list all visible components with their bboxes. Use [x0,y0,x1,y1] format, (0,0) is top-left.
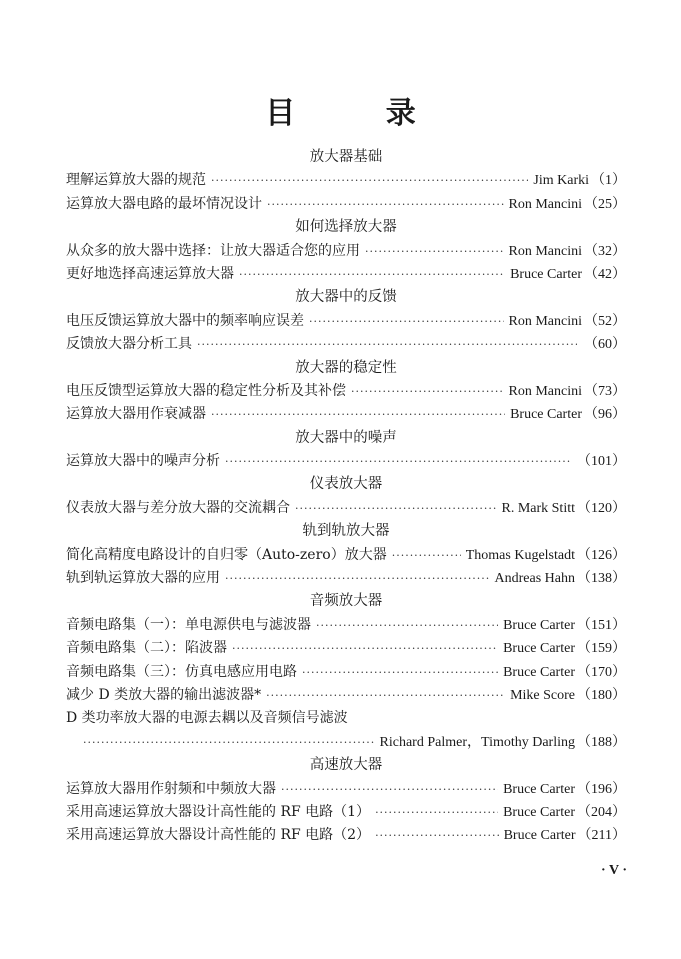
toc-entry[interactable] [66,544,626,567]
toc-entry[interactable] [66,824,626,847]
toc-entry-author: Bruce Carter [503,617,575,633]
toc-entry-title: 运算放大器用作射频和中频放大器 [66,780,276,797]
toc-entry-author: R. Mark Stitt [501,500,575,516]
toc-entry-author: Ron Mancini [508,313,582,329]
toc-entry-title: 采用高速运算放大器设计高性能的 RF 电路（1） [66,803,371,820]
toc-entry-title: 电压反馈运算放大器中的频率响应误差 [66,312,304,329]
toc-entry-page: （126） [577,547,626,563]
toc-dot-leader [375,824,499,847]
toc-entry-page: （196） [577,781,626,797]
toc-entry[interactable] [66,567,626,590]
toc-entry-title-line: D 类功率放大器的电源去耦以及音频信号滤波 [66,710,348,727]
toc-entry-page: （138） [577,571,626,587]
toc-entry-page: （1） [591,173,626,189]
toc-entry[interactable] [66,778,626,801]
toc-entry-page: （120） [577,500,626,516]
toc-dot-leader [365,240,504,263]
toc-entry-page: （32） [584,243,626,259]
toc-entry-author: Bruce Carter [503,664,575,680]
toc-entry-title: 更好地选择高速运算放大器 [66,265,234,282]
toc-dot-leader [302,661,498,684]
toc-entry[interactable] [66,637,626,660]
toc-section-heading: 放大器中的反馈 [295,289,397,306]
toc-entry-title: 音频电路集（三）：仿真电感应用电路 [66,663,297,680]
toc-dot-leader [197,333,577,356]
toc-entry[interactable] [66,240,626,263]
toc-entry-page: （101） [577,454,626,470]
toc-entry-title: 电压反馈型运算放大器的稳定性分析及其补偿 [66,382,346,399]
toc-entry-title: 减少 D 类放大器的输出滤波器* [66,686,262,703]
toc-entry-page: （159） [577,641,626,657]
toc-entry-title: 简化高精度电路设计的自归零（Auto-zero）放大器 [66,546,387,563]
toc-dot-leader [266,684,505,707]
toc-entry-page: （42） [584,266,626,282]
toc-dot-leader [392,544,461,567]
page-number: · V · [601,863,627,878]
toc-entry-page: （151） [577,617,626,633]
toc-entry-author: Jim Karki [533,173,589,189]
toc-entry[interactable] [66,497,626,520]
toc-entry-author: Richard Palmer，Timothy Darling [379,734,575,750]
table-of-contents [66,146,626,848]
toc-dot-leader [83,731,375,754]
toc-entry-author: Bruce Carter [503,828,576,844]
toc-entry-page: （188） [577,734,626,750]
toc-entry-author: Bruce Carter [503,641,575,657]
toc-entry[interactable] [66,731,626,754]
toc-dot-leader [316,614,498,637]
toc-entry[interactable] [66,801,626,824]
toc-entry[interactable] [66,403,626,426]
toc-section-heading: 放大器的稳定性 [295,359,397,376]
toc-entry[interactable] [66,169,626,192]
toc-section-heading: 轨到轨放大器 [302,523,390,540]
toc-entry-page: （52） [584,313,626,329]
toc-entry[interactable] [66,333,626,356]
toc-entry-title: 音频电路集（二）：陷波器 [66,640,227,657]
toc-entry[interactable] [66,450,626,473]
toc-entry-author: Ron Mancini [508,243,582,259]
toc-entry[interactable] [66,684,626,707]
toc-entry-title: 音频电路集（一）：单电源供电与滤波器 [66,616,311,633]
toc-entry-title: 运算放大器中的噪声分析 [66,453,220,470]
toc-entry-author: Ron Mancini [508,383,582,399]
toc-entry[interactable] [66,661,626,684]
toc-entry[interactable] [66,614,626,637]
toc-entry-author: Bruce Carter [510,407,582,423]
toc-entry-author: Andreas Hahn [494,571,575,587]
toc-dot-leader [375,801,498,824]
toc-entry-title: 反馈放大器分析工具 [66,336,192,353]
toc-entry-author: Ron Mancini [508,196,582,212]
toc-entry-page: （73） [584,383,626,399]
toc-entry[interactable] [66,263,626,286]
page-title: 目 录 [265,96,456,131]
toc-dot-leader [351,380,504,403]
toc-section-heading: 放大器基础 [309,149,383,165]
toc-section-heading: 音频放大器 [309,593,383,610]
toc-entry-title: 运算放大器用作衰减器 [66,406,206,423]
toc-section-heading: 如何选择放大器 [295,219,397,236]
toc-dot-leader [281,778,498,801]
toc-entry[interactable] [66,193,626,216]
toc-dot-leader [295,497,496,520]
toc-entry-author: Bruce Carter [503,781,575,797]
toc-section-heading: 放大器中的噪声 [295,429,397,446]
toc-dot-leader [211,403,505,426]
toc-entry-page: （204） [577,804,626,820]
toc-dot-leader [211,169,528,192]
toc-dot-leader [239,263,505,286]
toc-entry[interactable] [66,380,626,403]
toc-entry-author: Bruce Carter [510,266,582,282]
toc-entry-title: 仪表放大器与差分放大器的交流耦合 [66,499,290,516]
toc-entry-page: （25） [584,196,626,212]
toc-entry-title: 运算放大器电路的最坏情况设计 [66,195,262,212]
toc-dot-leader [267,193,504,216]
toc-entry-title: 理解运算放大器的规范 [66,172,206,189]
toc-entry-author: Bruce Carter [503,804,575,820]
toc-dot-leader [232,637,498,660]
toc-section-heading: 高速放大器 [309,757,383,774]
toc-dot-leader [225,450,570,473]
toc-entry-title: 轨到轨运算放大器的应用 [66,570,220,587]
toc-entry-author: Thomas Kugelstadt [465,547,575,563]
toc-entry-author: Mike Score [510,687,575,703]
toc-entry-title: 采用高速运算放大器设计高性能的 RF 电路（2） [66,827,371,844]
toc-entry-page: （60） [584,337,626,353]
toc-entry-title: 从众多的放大器中选择：让放大器适合您的应用 [66,242,360,259]
toc-entry-page: （170） [577,664,626,680]
toc-entry[interactable] [66,310,626,333]
toc-dot-leader [225,567,490,590]
toc-entry-page: （96） [584,407,626,423]
toc-dot-leader [309,310,504,333]
toc-section-heading: 仪表放大器 [309,476,383,493]
toc-entry-page: （211） [577,828,626,844]
toc-entry-page: （180） [577,687,626,703]
